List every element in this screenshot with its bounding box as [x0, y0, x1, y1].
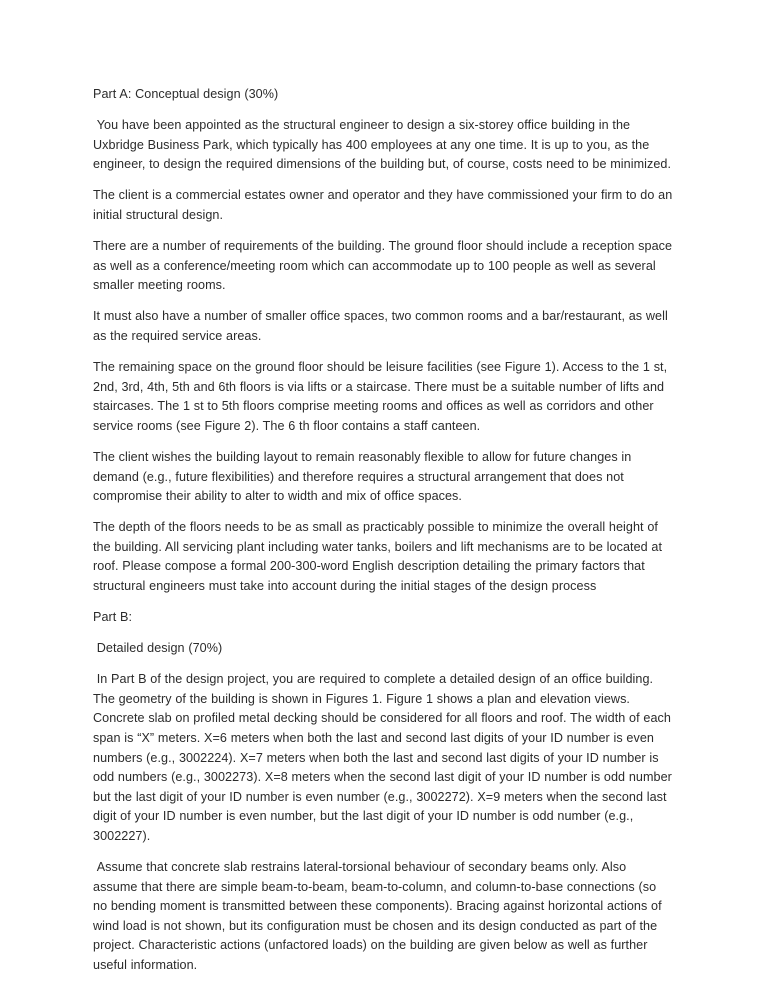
- client-brief-paragraph: The client is a commercial estates owner and operator and they have commissioned your firm to do an initial structural design.: [93, 188, 676, 222]
- building-requirements-paragraph: There are a number of requirements of the building. The ground floor should include a reception space as well as a conference/meeting room which can accommodate up to 100 people as well as several smaller meeting rooms.: [93, 239, 676, 293]
- part-b-subheading: Detailed design (70%): [93, 641, 223, 656]
- part-a-intro-paragraph: You have been appointed as the structural engineer to design a six-storey office building in the Uxbridge Business Park, which typically has 400 employees at any one time. It is up to you, as the engineer, to design the required dimensions of the building but, of course, costs need to be minimized.: [93, 118, 672, 172]
- office-spaces-paragraph: It must also have a number of smaller office spaces, two common rooms and a bar/restaurant, as well as the required service areas.: [93, 309, 672, 343]
- assumptions-paragraph: Assume that concrete slab restrains lateral-torsional behaviour of secondary beams only. Also assume that there are simple beam-to-beam, beam-to-column, and column-to-base connections (so no bending moment is transmitted between these components). Bracing against horizontal actions of wind load is not shown, but its configuration must be chosen and its design conducted as part of the project. Characteristic actions (unfactored loads) on the building are given below as well as further useful information.: [93, 860, 666, 973]
- floor-depth-paragraph: The depth of the floors needs to be as small as practicably possible to minimize the overall height of the building. All servicing plant including water tanks, boilers and lift mechanisms are to be located at roof. Please compose a formal 200-300-word English description detailing the primary factors that structural engineers must take into account during the initial stages of the design process: [93, 520, 666, 593]
- layout-flexibility-paragraph: The client wishes the building layout to remain reasonably flexible to allow for future changes in demand (e.g., future flexibilities) and therefore requires a structural arrangement that does not compromise their ability to alter to width and mix of office spaces.: [93, 449, 636, 504]
- document-body: [93, 85, 676, 976]
- part-b-heading: Part B:: [93, 610, 133, 625]
- part-a-heading: Part A: Conceptual design (30%): [93, 87, 279, 101]
- part-b-intro-paragraph: In Part B of the design project, you are required to complete a detailed design of an office building. The geometry of the building is shown in Figures 1. Figure 1 shows a plan and elevation views. Concrete slab on profiled metal decking should be considered for all floors and roof. The width of each span is “X” meters. X=6 meters when both the last and second last digits of your ID number is even numbers (e.g., 3002224). X=7 meters when both the last and second last digits of your ID number is odd numbers (e.g., 3002273). X=8 meters when the second last digit of your ID number is odd number but the last digit of your ID number is even number (e.g., 3002272). X=9 meters when the second last digit of your ID number is even number, but the last digit of your ID number is odd number (e.g., 3002227).: [93, 672, 676, 843]
- floor-access-paragraph: The remaining space on the ground floor should be leisure facilities (see Figure 1). Access to the 1 st, 2nd, 3rd, 4th, 5th and 6th floors is via lifts or a staircase. There must be a suitable number of lifts and staircases. The 1 st to 5th floors comprise meeting rooms and offices as well as corridors and other service rooms (see Figure 2). The 6 th floor contains a staff canteen.: [93, 360, 671, 433]
